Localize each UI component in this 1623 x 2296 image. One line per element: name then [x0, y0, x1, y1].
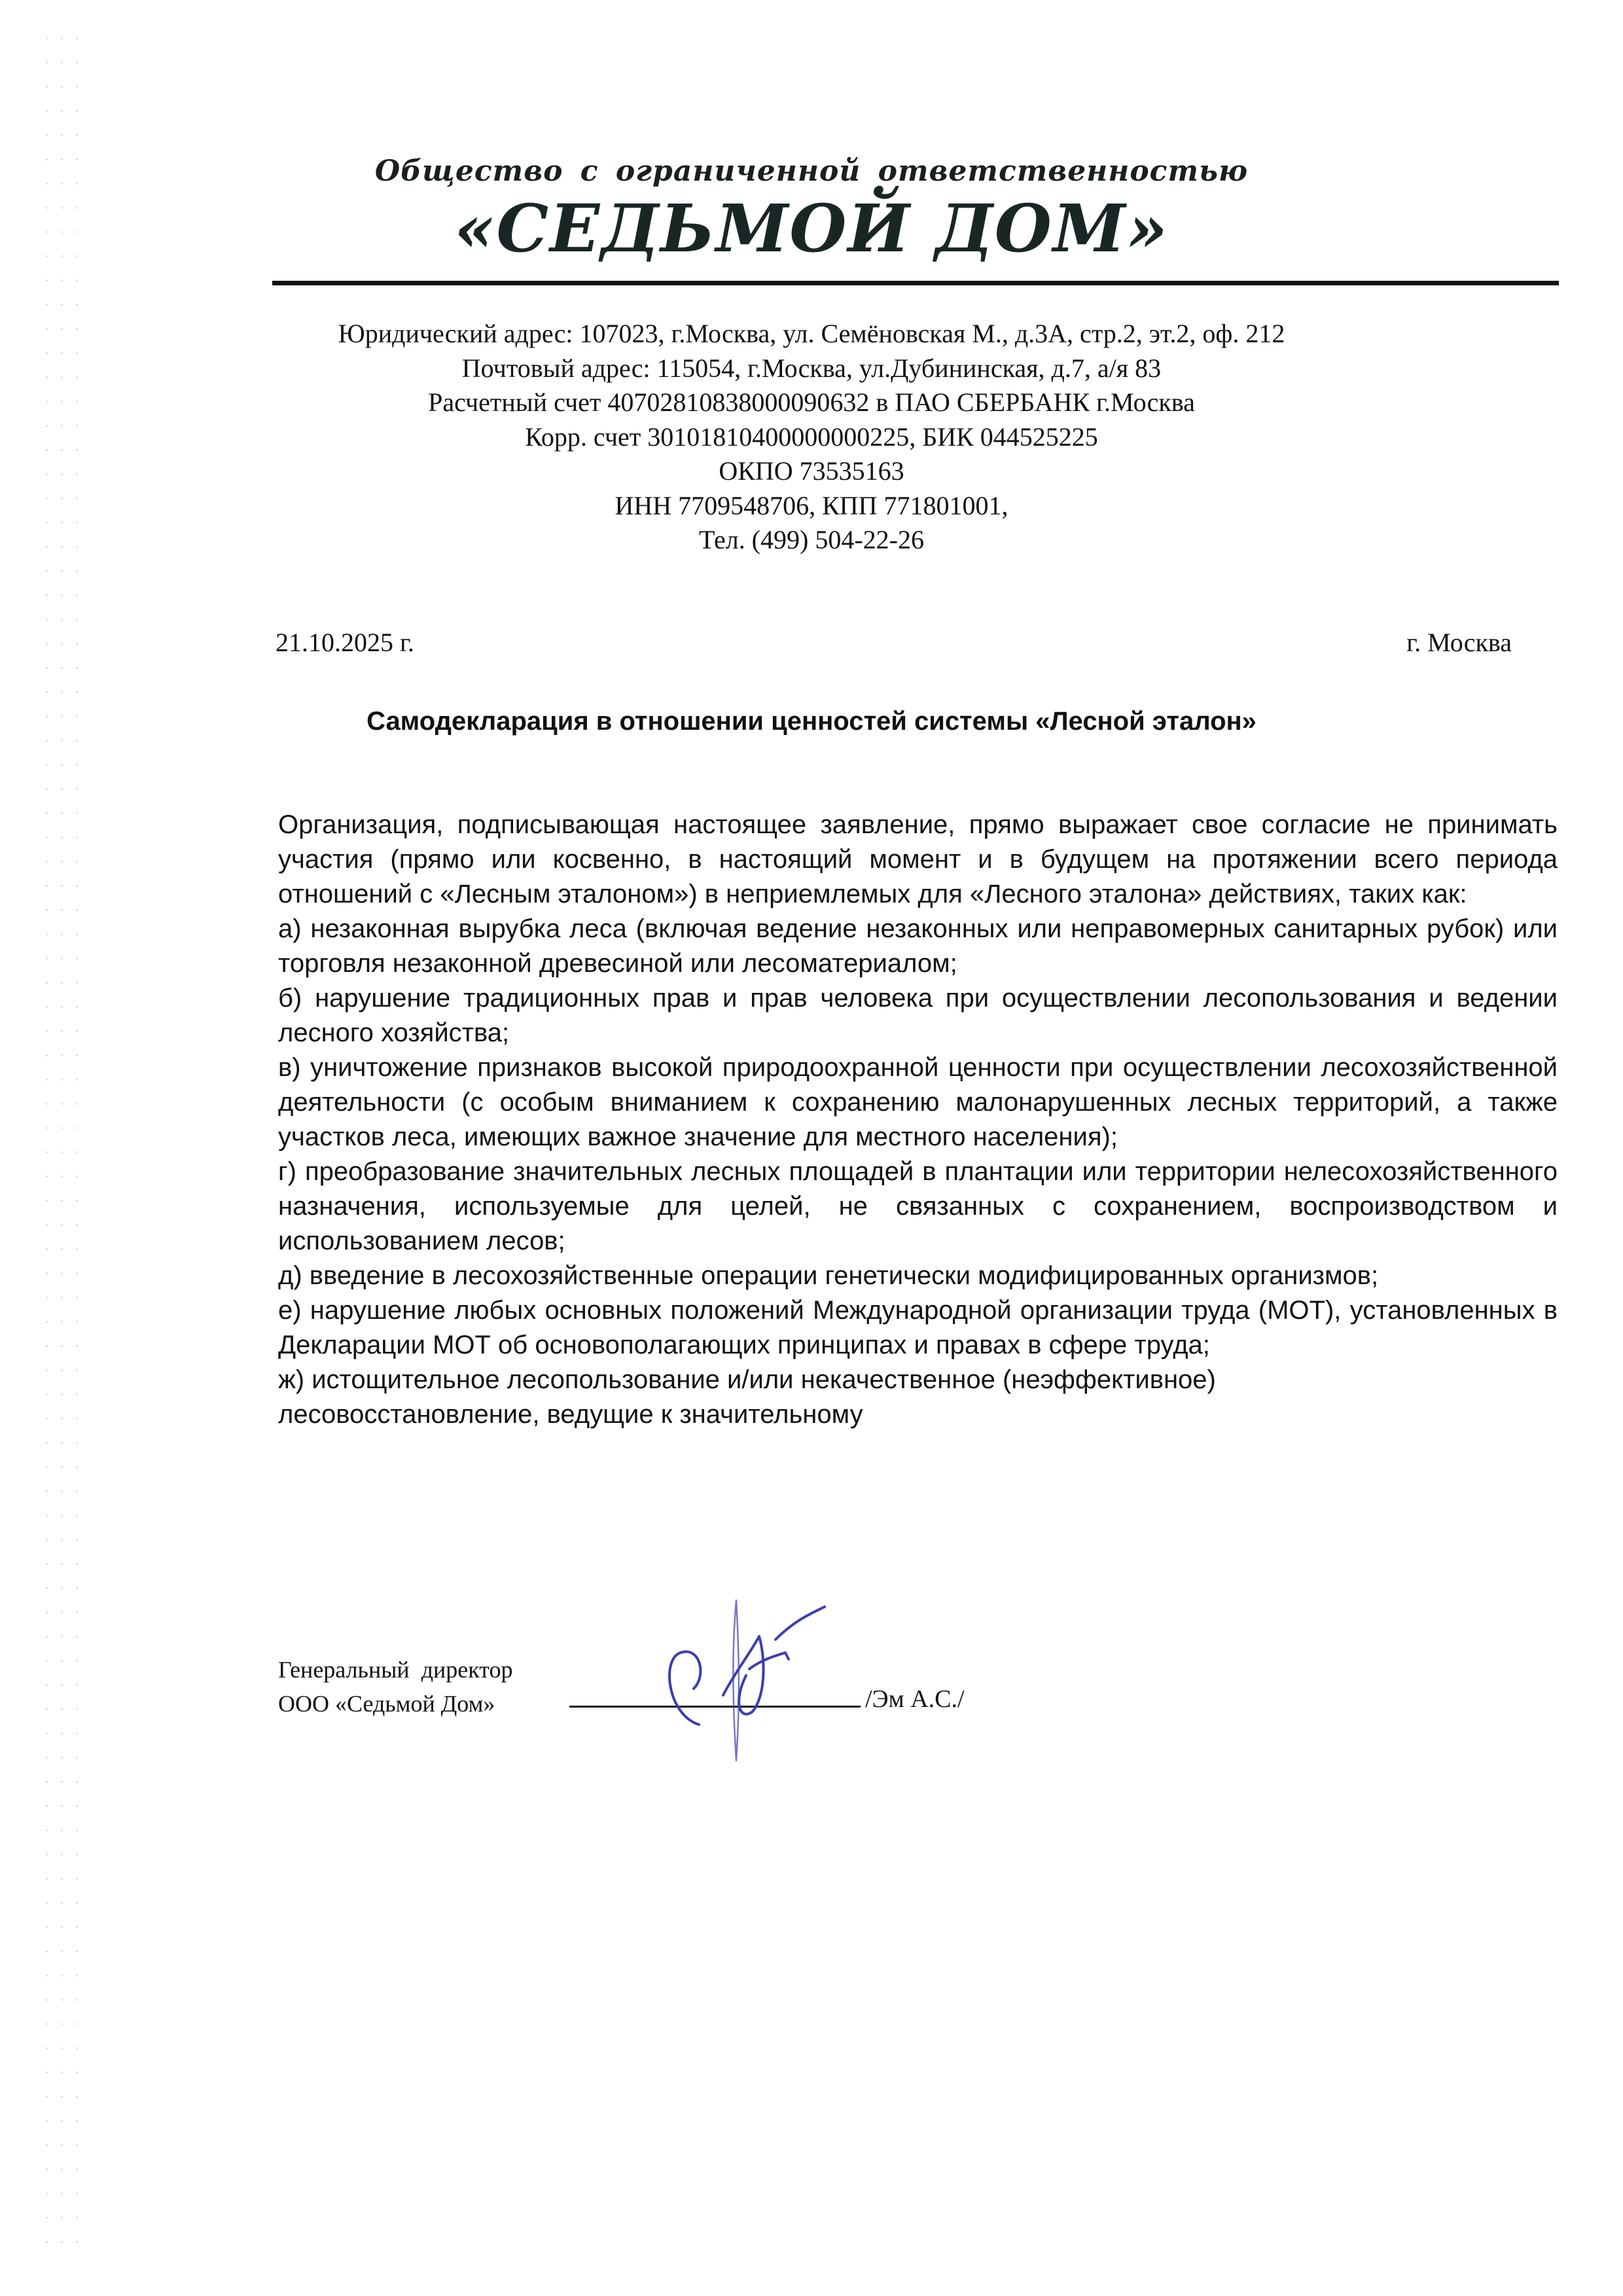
correspondent-account: Корр. счет 30101810400000000225, БИК 044525225: [525, 422, 1098, 452]
signer-name: /Эм А.С./: [865, 1685, 965, 1713]
bank-account: Расчетный счет 40702810838000090632 в ПАО СБЕРБАНК г.Москва: [428, 387, 1195, 417]
company-name: ООО «Седьмой Дом»: [278, 1691, 495, 1717]
legal-address: Юридический адрес: 107023, г.Москва, ул. Семёновская М., д.3А, стр.2, эт.2, оф. 212: [338, 319, 1285, 348]
handwritten-signature: [654, 1597, 877, 1774]
intro-paragraph: Организация, подписывающая настоящее заявление, прямо выражает свое согласие не принимать участия (прямо или косвенно, в настоящий момент и в будущем на протяжении всего периода отношений с «Лесным эталоном») в неприемлемых для «Лесного эталона» действиях, таких как:: [278, 810, 1558, 908]
list-item: лесовосстановление, ведущие к значительному: [278, 1400, 863, 1429]
list-item: г) преобразование значительных лесных площадей в плантации или территории нелесохозяйственного назначения, используемые для целей, не связанных с сохранением, воспроизводством и использованием лесов;: [278, 1157, 1558, 1255]
position-title: Генеральный директор: [278, 1657, 513, 1683]
list-item: ж) истощительное лесопользование и/или некачественное (неэффективное): [278, 1365, 1216, 1394]
letterhead-divider: [272, 281, 1559, 285]
list-item: а) незаконная вырубка леса (включая ведение незаконных или неправомерных санитарных рубок) или торговля незаконной древесиной или лесоматериалом;: [278, 914, 1558, 978]
org-name-heading: «СЕДЬМОЙ ДОМ»: [454, 190, 1169, 267]
signatory-position: [278, 1653, 513, 1721]
document-city: г. Москва: [1406, 628, 1512, 657]
list-item: в) уничтожение признаков высокой природоохранной ценности при осуществлении лесохозяйственной деятельности (с особым вниманием к сохранению малонарушенных лесных территорий, а также участков леса, имеющих важное значение для местного населения);: [278, 1053, 1558, 1151]
document-date: 21.10.2025 г.: [276, 628, 414, 657]
company-requisites: [0, 317, 1623, 558]
okpo: ОКПО 73535163: [719, 456, 904, 486]
list-item: е) нарушение любых основных положений Международной организации труда (МОТ), установленных в Декларации МОТ об основополагающих принципах и правах в сфере труда;: [278, 1296, 1558, 1359]
inn-kpp: ИНН 7709548706, КПП 771801001,: [615, 490, 1008, 520]
phone: Тел. (499) 504-22-26: [699, 525, 924, 554]
postal-address: Почтовый адрес: 115054, г.Москва, ул.Дубининская, д.7, а/я 83: [461, 353, 1162, 383]
list-item: д) введение в лесохозяйственные операции генетически модифицированных организмов;: [278, 1261, 1379, 1290]
document-title: Самодекларация в отношении ценностей системы «Лесной эталон»: [366, 707, 1257, 736]
document-body: [278, 808, 1558, 1432]
org-type-heading: Общество с ограниченной ответственностью: [374, 154, 1249, 188]
list-item: б) нарушение традиционных прав и прав человека при осуществлении лесопользования и ведении лесного хозяйства;: [278, 984, 1558, 1047]
